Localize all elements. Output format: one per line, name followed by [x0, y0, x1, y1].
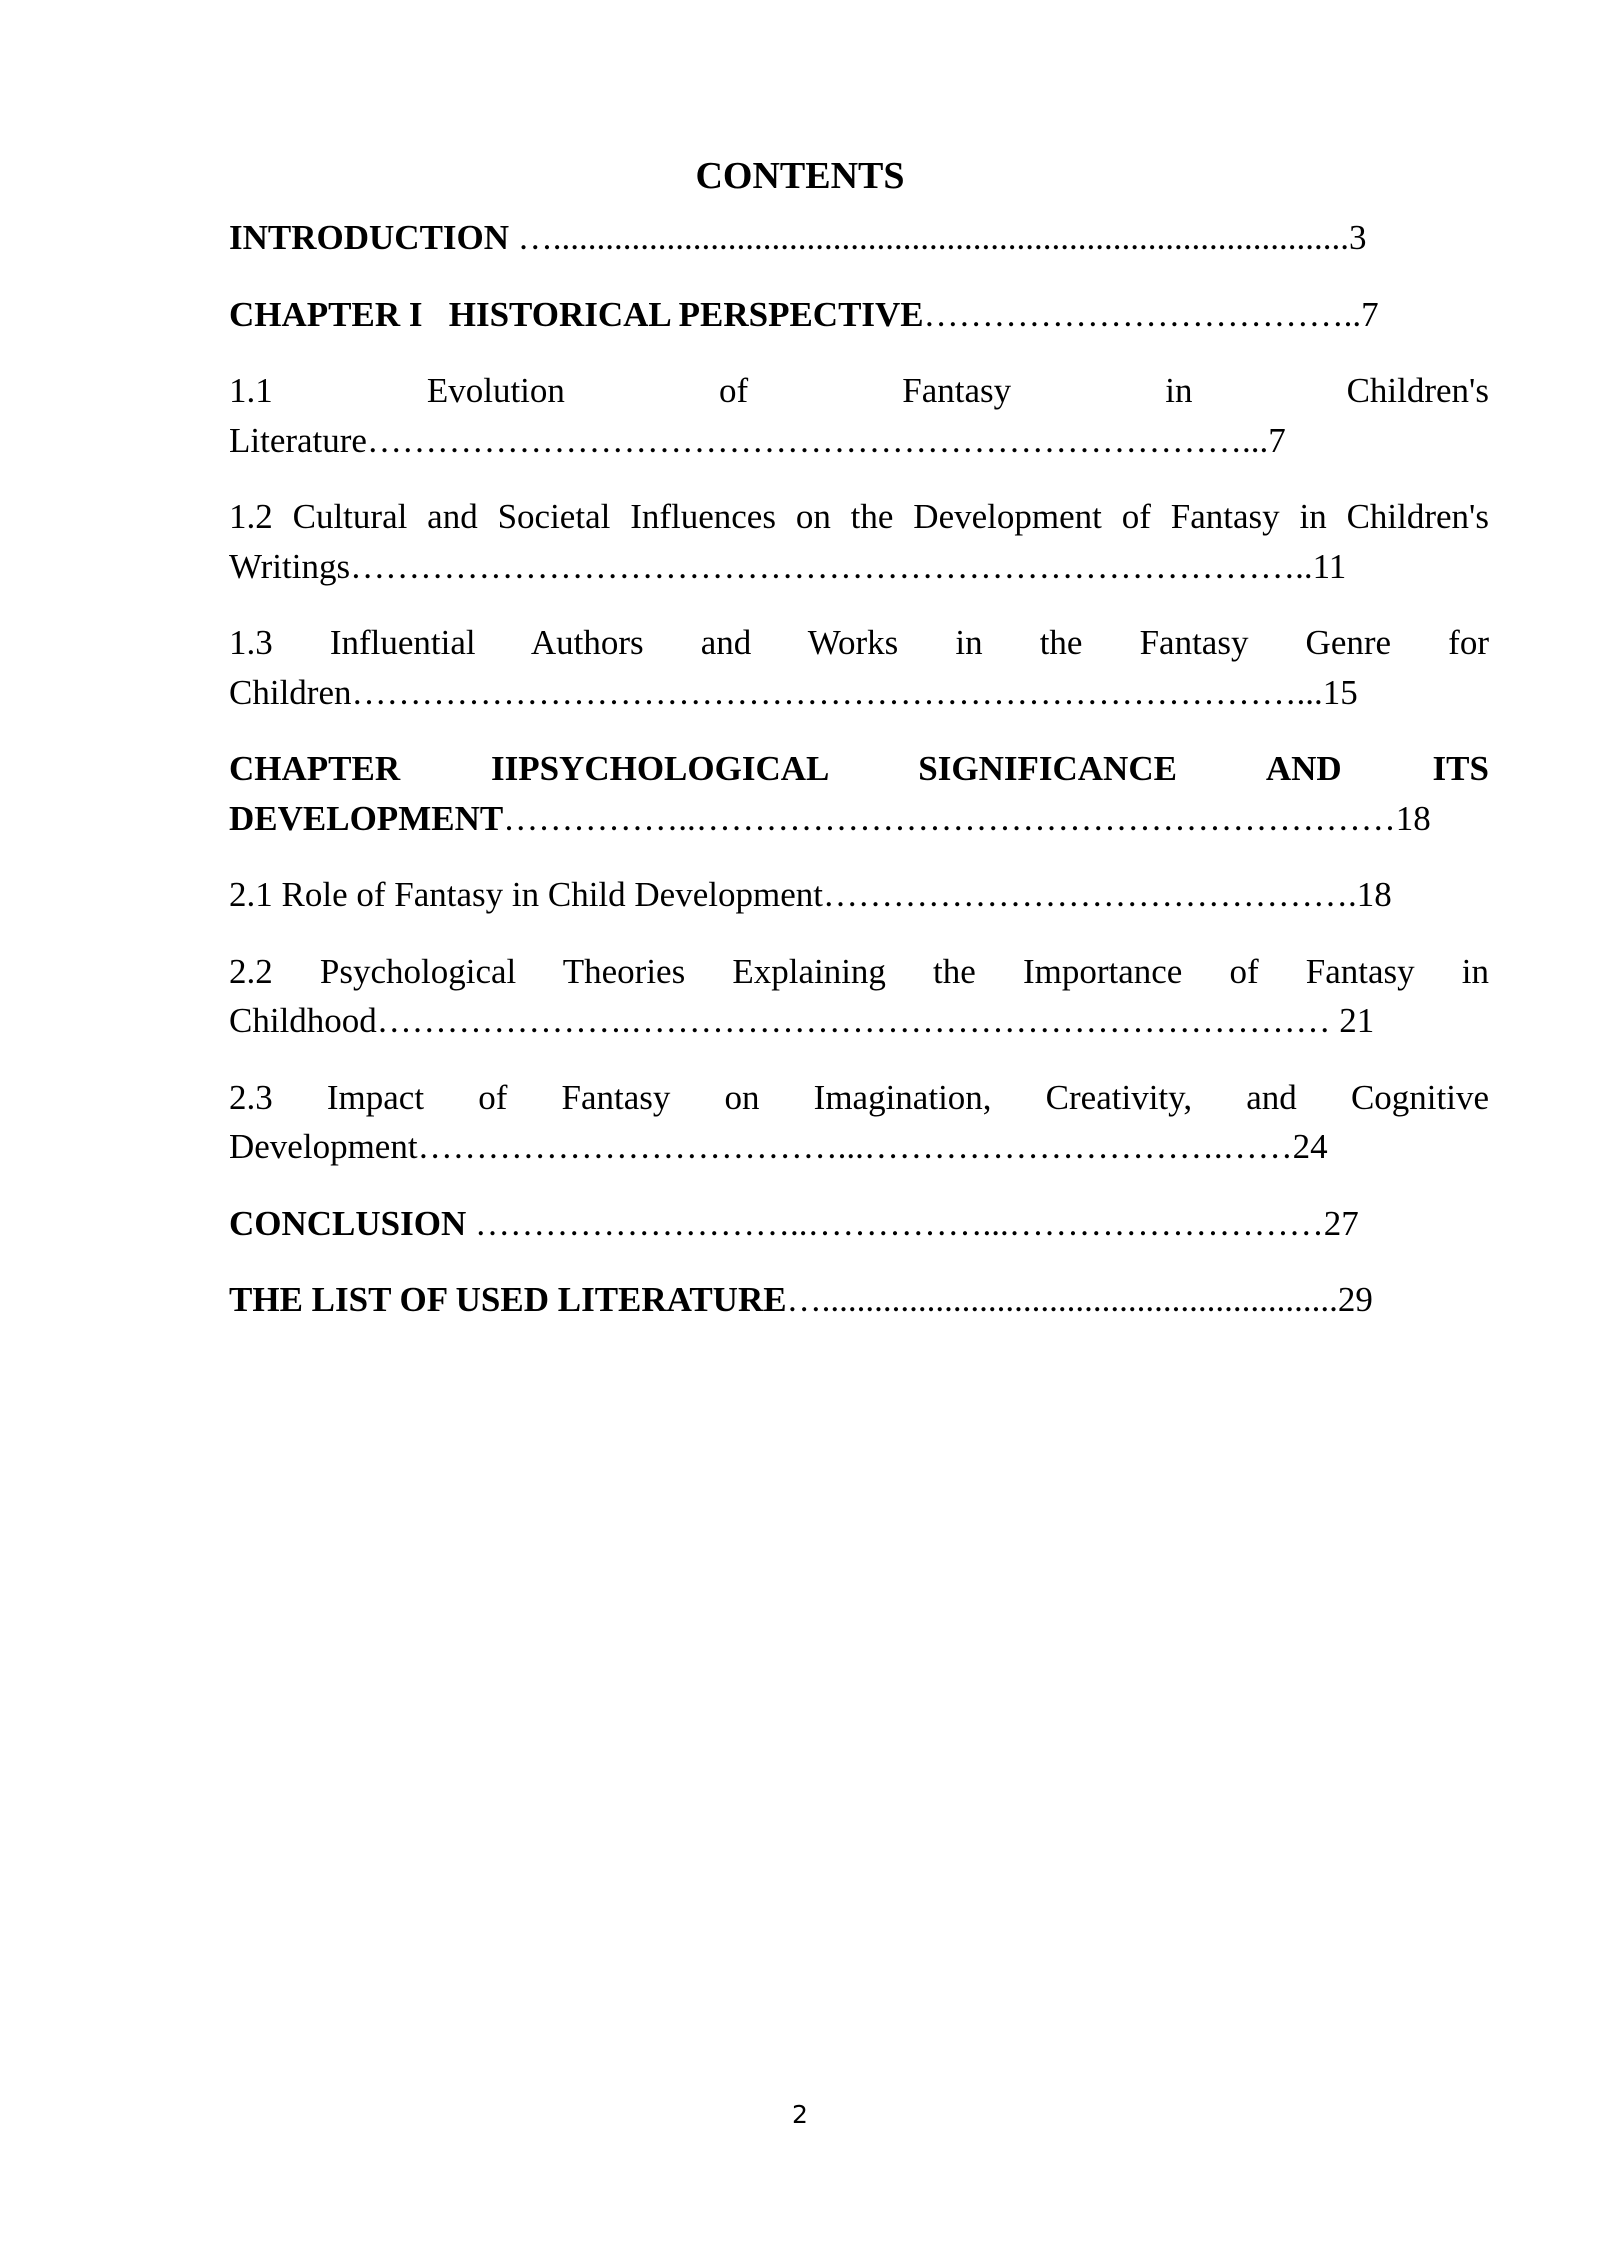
- toc-entry-title: CONCLUSION: [229, 1203, 467, 1243]
- toc-entry-leader: …...........................................................................................: [509, 218, 1350, 257]
- toc-entry-1-1[interactable]: [229, 366, 1489, 465]
- toc-entry-leader: ………………………………...………………………….……: [417, 1127, 1293, 1166]
- toc-entry-leader: ………………………………..: [923, 294, 1362, 334]
- toc-entry-leader: ………………….……………………………………………………: [376, 1001, 1340, 1040]
- toc-entry-title: 1.1 Evolution of Fantasy in Children's Literature: [229, 371, 1489, 460]
- toc-entry-page: 29: [1337, 1280, 1373, 1319]
- toc-entry-title: CHAPTER IIPSYCHOLOGICAL SIGNIFICANCE AND ITS DEVELOPMENT: [229, 749, 1489, 838]
- toc-entry-page: 15: [1322, 672, 1358, 712]
- toc-entry-leader: ……………………………………….: [822, 875, 1357, 914]
- toc-entry-introduction[interactable]: [229, 213, 1489, 263]
- toc-entry-page: 18: [1395, 798, 1431, 838]
- toc-entry-leader: ………………………………………………………………………...: [351, 672, 1323, 712]
- toc-entry-leader: ………………………………………………………………………..: [350, 546, 1313, 586]
- toc-entry-title: 1.3 Influential Authors and Works in the Fantasy Genre for Children: [229, 623, 1489, 712]
- toc-entry-1-2[interactable]: [229, 492, 1489, 591]
- toc-entry-title: CHAPTER I HISTORICAL PERSPECTIVE: [229, 294, 924, 334]
- toc-entry-leader: …………………………………………………………………...: [366, 420, 1269, 460]
- toc-entry-2-2[interactable]: [229, 947, 1489, 1046]
- toc-entry-title: THE LIST OF USED LITERATURE: [229, 1280, 787, 1319]
- toc-entry-page: 24: [1292, 1127, 1328, 1166]
- toc-entry-title: INTRODUCTION: [229, 218, 510, 257]
- toc-entry-leader: ……………..……………………………………………………: [503, 798, 1396, 838]
- toc-entry-page: 21: [1339, 1001, 1375, 1040]
- toc-entry-title: 1.2 Cultural and Societal Influences on the Development of Fantasy in Children's Writings: [229, 497, 1489, 586]
- toc-entry-1-3[interactable]: [229, 618, 1489, 717]
- contents-heading: CONTENTS: [695, 155, 905, 197]
- toc-entry-title: 2.2 Psychological Theories Explaining the Importance of Fantasy in Childhood: [229, 951, 1489, 1040]
- toc-entry-literature[interactable]: [229, 1275, 1489, 1325]
- toc-entry-title: 2.1 Role of Fantasy in Child Development: [229, 875, 823, 914]
- toc-entry-page: 18: [1356, 875, 1392, 914]
- toc-entry-2-3[interactable]: [229, 1073, 1489, 1172]
- page-number: 2: [792, 2100, 808, 2129]
- toc-entry-page: 27: [1323, 1203, 1359, 1243]
- toc-entry-page: 7: [1268, 420, 1286, 460]
- toc-entry-chapter-2[interactable]: [229, 744, 1489, 843]
- toc-entry-chapter-1[interactable]: [229, 290, 1489, 340]
- toc-entry-conclusion[interactable]: [229, 1199, 1489, 1249]
- toc-entry-leader: ………………………..……………...………………………: [466, 1203, 1324, 1243]
- toc-entry-leader: …...........................................................: [786, 1280, 1338, 1319]
- toc-entry-page: 7: [1361, 294, 1379, 334]
- toc-entry-page: 3: [1349, 218, 1367, 257]
- toc-entry-page: 11: [1312, 546, 1347, 586]
- toc-entry-title: 2.3 Impact of Fantasy on Imagination, Creativity, and Cognitive Development: [229, 1077, 1489, 1166]
- toc-entry-2-1[interactable]: [229, 870, 1489, 920]
- table-of-contents: [229, 213, 1489, 1352]
